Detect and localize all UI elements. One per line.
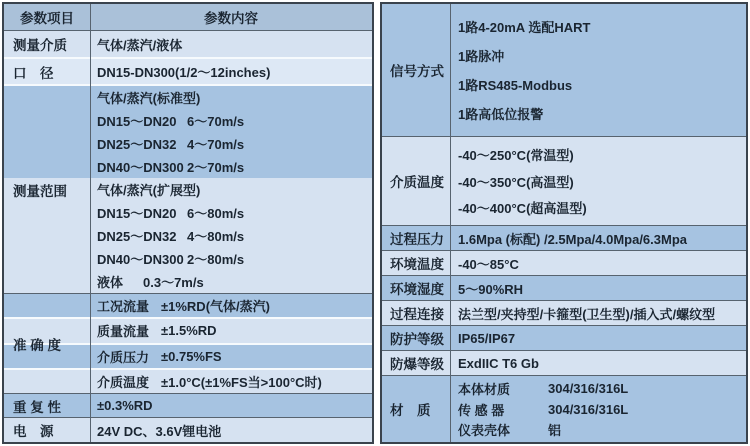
- row-sub-label: DN25〜DN32: [97, 229, 177, 244]
- row-value: 4〜80m/s: [187, 229, 245, 244]
- row-value: DN15-DN300(1/2〜12inches): [97, 65, 271, 80]
- row-value: -40〜250°C(常温型): [458, 147, 574, 163]
- row-value: 6〜80m/s: [187, 206, 245, 221]
- section-label: 过程连接: [390, 307, 444, 322]
- row-sub-label: 介质压力: [97, 349, 150, 365]
- col-header-param-item: 参数项目: [20, 11, 74, 26]
- row-value: 2〜80m/s: [187, 252, 245, 267]
- row-value: 气体/蒸汽/液体: [97, 37, 183, 53]
- row-value: 铝: [548, 423, 562, 439]
- row-value: 304/316/316L: [548, 401, 629, 417]
- section-label: 防护等级: [390, 332, 444, 347]
- row-value: ±1%RD(气体/蒸汽): [161, 299, 270, 315]
- section-label: 口 径: [13, 65, 54, 81]
- spec-table-right: [380, 2, 748, 444]
- row-value: 气体/蒸汽(标准型): [97, 91, 201, 106]
- section-ambient-temperature: [382, 250, 746, 275]
- section-power: [4, 417, 372, 442]
- row-value: -40〜400°C(超高温型): [458, 201, 587, 217]
- section-diameter: [4, 57, 372, 84]
- section-label: 电 源: [13, 424, 54, 439]
- row-value: 5〜90%RH: [458, 281, 524, 297]
- header-row: [4, 4, 372, 30]
- section-process-connection: [382, 300, 746, 325]
- row-value: 2〜70m/s: [187, 160, 245, 175]
- row-value: 1.6Mpa (标配) /2.5Mpa/4.0Mpa/6.3Mpa: [458, 231, 688, 247]
- row-value: 0.3〜7m/s: [143, 275, 204, 290]
- row-sub-label: DN15〜DN20: [97, 114, 177, 129]
- section-label: 材 质: [390, 403, 431, 418]
- section-repeatability: [4, 393, 372, 417]
- row-value: ±0.3%RD: [97, 398, 153, 413]
- section-accuracy: [4, 293, 372, 393]
- row-value: ±1.5%RD: [161, 323, 217, 339]
- section-label: 防爆等级: [390, 357, 444, 372]
- section-material: [382, 375, 746, 442]
- section-measuring-range: [4, 84, 372, 293]
- section-label: 重 复 性: [13, 399, 62, 415]
- section-process-pressure: [382, 225, 746, 250]
- row-sub-label: DN40〜DN300: [97, 252, 184, 267]
- row-value: ExdIIC T6 Gb: [458, 355, 539, 371]
- section-medium-temperature: [382, 136, 746, 225]
- row-value: 4〜70m/s: [187, 137, 245, 152]
- section-label: 过程压力: [390, 232, 444, 247]
- row-sub-label: 液体: [97, 275, 124, 290]
- row-value: -40〜85°C: [458, 256, 519, 272]
- section-label: 环境温度: [390, 257, 444, 272]
- section-label: 准 确 度: [13, 337, 62, 353]
- section-label: 测量范围: [13, 183, 67, 199]
- row-sub-label: 传 感 器: [458, 402, 505, 418]
- section-label: 环境湿度: [390, 282, 444, 297]
- section-label: 信号方式: [390, 64, 444, 79]
- row-value: 24V DC、3.6V锂电池: [97, 423, 222, 439]
- row-value: IP65/IP67: [458, 330, 516, 346]
- section-label: 介质温度: [390, 175, 444, 190]
- row-value: -40〜350°C(高温型): [458, 174, 574, 190]
- row-sub-label: 工况流量: [97, 299, 150, 315]
- row-value: 1路RS485-Modbus: [458, 78, 573, 93]
- row-sub-label: 质量流量: [97, 324, 150, 340]
- row-value: 1路高低位报警: [458, 107, 544, 122]
- spec-table-left: [2, 2, 374, 444]
- col-header-param-content: 参数内容: [204, 11, 258, 26]
- row-sub-label: DN15〜DN20: [97, 206, 177, 221]
- row-sub-label: 本体材质: [458, 381, 511, 397]
- row-value: ±0.75%FS: [161, 348, 222, 364]
- section-ambient-humidity: [382, 275, 746, 300]
- row-value: 法兰型/夹持型/卡箍型(卫生型)/插入式/螺纹型: [458, 306, 716, 322]
- row-sub-label: 仪表壳体: [458, 423, 511, 439]
- section-measuring-medium: [4, 30, 372, 57]
- row-value: 1路脉冲: [458, 49, 505, 64]
- column-divider-line: [90, 4, 91, 442]
- section-protection-rating: [382, 325, 746, 350]
- section-explosion-proof-rating: [382, 350, 746, 375]
- row-value: 气体/蒸汽(扩展型): [97, 183, 201, 198]
- row-value: 1路4-20mA 选配HART: [458, 20, 591, 35]
- row-value: 6〜70m/s: [187, 114, 245, 129]
- section-signal-mode: [382, 4, 746, 136]
- row-value: 304/316/316L: [548, 380, 629, 396]
- row-sub-label: DN40〜DN300: [97, 160, 184, 175]
- row-sub-label: DN25〜DN32: [97, 137, 177, 152]
- row-value: ±1.0°C(±1%FS当>100°C时): [161, 374, 322, 390]
- row-sub-label: 介质温度: [97, 374, 150, 390]
- section-label: 测量介质: [13, 38, 67, 53]
- column-divider-line: [450, 4, 451, 442]
